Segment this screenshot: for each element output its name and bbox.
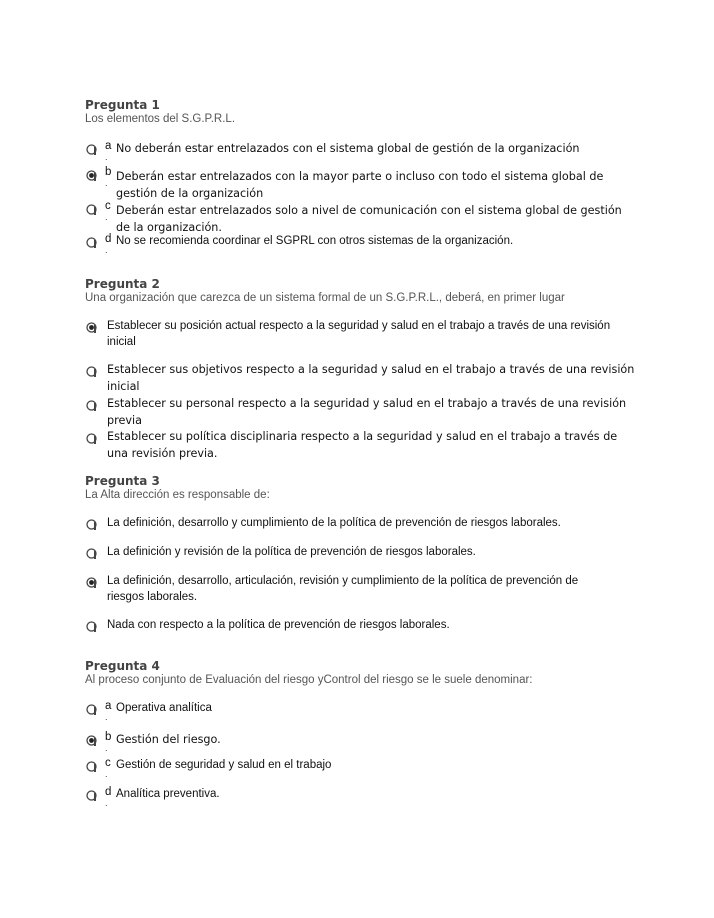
question-4 — [85, 659, 645, 687]
question-title: Pregunta 3 — [85, 474, 160, 488]
option-1c[interactable] — [85, 200, 645, 234]
option-letter: b . — [105, 166, 112, 188]
option-label: La definición, desarrollo, articulación, revisión y cumplimiento de la política de prevención de riesgos laborales. — [107, 575, 579, 603]
option-letter: c . — [105, 200, 111, 222]
option-1a[interactable] — [85, 140, 645, 168]
radio-checked-icon[interactable] — [85, 169, 98, 182]
question-title: Pregunta 4 — [85, 659, 160, 673]
option-3b[interactable] — [85, 544, 645, 564]
radio-unchecked-icon[interactable] — [85, 432, 98, 445]
option-label: La definición y revisión de la política de prevención de riesgos laborales. — [107, 546, 476, 558]
option-2c[interactable] — [85, 396, 645, 430]
option-letter: b . — [105, 731, 112, 753]
option-label: Nada con respecto a la política de prevención de riesgos laborales. — [107, 619, 450, 631]
option-4c[interactable] — [85, 757, 645, 783]
question-2 — [85, 277, 645, 305]
option-4b[interactable] — [85, 731, 645, 757]
question-text: Al proceso conjunto de Evaluación del riesgo yControl del riesgo se le suele denominar: — [85, 674, 533, 686]
radio-unchecked-icon[interactable] — [85, 760, 98, 773]
radio-unchecked-icon[interactable] — [85, 518, 98, 531]
radio-unchecked-icon[interactable] — [85, 236, 98, 249]
option-1d[interactable] — [85, 233, 645, 259]
option-3d[interactable] — [85, 617, 645, 637]
option-label: Deberán estar entrelazados con la mayor parte o incluso con todo el sistema global de gestión de la organización — [116, 170, 604, 200]
option-label: Gestión del riesgo. — [116, 733, 221, 746]
question-title: Pregunta 1 — [85, 98, 160, 112]
question-title: Pregunta 2 — [85, 277, 160, 291]
option-label: Deberán estar entrelazados solo a nivel de comunicación con el sistema global de gestión de la organización. — [116, 204, 622, 234]
radio-unchecked-icon[interactable] — [85, 620, 98, 633]
option-3a[interactable] — [85, 515, 645, 535]
radio-unchecked-icon[interactable] — [85, 399, 98, 412]
radio-checked-icon[interactable] — [85, 321, 98, 334]
option-label: No se recomienda coordinar el SGPRL con otros sistemas de la organización. — [116, 235, 514, 247]
option-label: Establecer su posición actual respecto a la seguridad y salud en el trabajo a través de una revisión inicial — [107, 320, 611, 348]
question-text: La Alta dirección es responsable de: — [85, 489, 270, 501]
option-label: Establecer su personal respecto a la seguridad y salud en el trabajo a través de una revisión previa — [107, 397, 627, 427]
option-label: Analítica preventiva. — [116, 788, 220, 800]
option-letter: c . — [105, 757, 111, 779]
radio-checked-icon[interactable] — [85, 734, 98, 747]
option-letter: d . — [105, 786, 112, 808]
radio-unchecked-icon[interactable] — [85, 203, 98, 216]
option-label: Establecer sus objetivos respecto a la seguridad y salud en el trabajo a través de una revisión inicial — [107, 363, 635, 393]
option-label: La definición, desarrollo y cumplimiento de la política de prevención de riesgos laborales. — [107, 517, 561, 529]
question-3 — [85, 474, 645, 502]
option-label: Operativa analítica — [116, 702, 212, 714]
radio-unchecked-icon[interactable] — [85, 703, 98, 716]
radio-checked-icon[interactable] — [85, 576, 98, 589]
option-3c[interactable] — [85, 573, 645, 607]
option-2d[interactable] — [85, 429, 645, 463]
radio-unchecked-icon[interactable] — [85, 789, 98, 802]
option-label: Establecer su política disciplinaria respecto a la seguridad y salud en el trabajo a través de una revisión previa. — [107, 430, 618, 460]
option-4d[interactable] — [85, 786, 645, 812]
question-1 — [85, 98, 645, 126]
radio-unchecked-icon[interactable] — [85, 547, 98, 560]
radio-unchecked-icon[interactable] — [85, 365, 98, 378]
option-letter: a . — [105, 140, 112, 162]
option-2b[interactable] — [85, 362, 645, 396]
question-text: Una organización que carezca de un sistema formal de un S.G.P.R.L., deberá, en primer lugar — [85, 292, 565, 304]
option-1b[interactable] — [85, 166, 645, 202]
option-label: Gestión de seguridad y salud en el trabajo — [116, 759, 332, 771]
question-text: Los elementos del S.G.P.R.L. — [85, 113, 236, 125]
option-2a[interactable] — [85, 318, 645, 350]
option-label: No deberán estar entrelazados con el sistema global de gestión de la organización — [116, 142, 580, 155]
radio-unchecked-icon[interactable] — [85, 143, 98, 156]
option-letter: d . — [105, 233, 112, 255]
option-letter: a . — [105, 700, 112, 722]
option-4a[interactable] — [85, 700, 645, 726]
